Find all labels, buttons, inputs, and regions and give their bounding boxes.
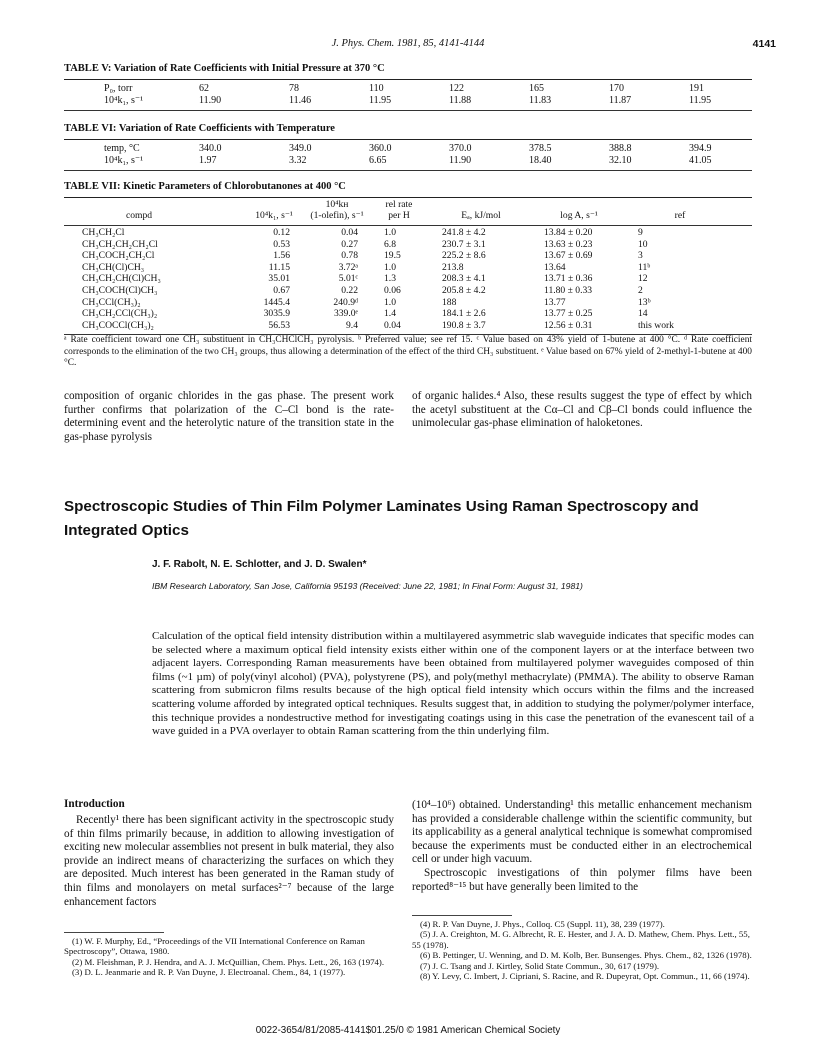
col-header-loga: log A, s⁻¹: [560, 210, 598, 221]
cell-kh: 0.27: [341, 238, 358, 250]
intro-paragraph: Spectroscopic investigations of thin polymer films have been reported⁸⁻¹⁵ but have generally been limited to the: [412, 866, 752, 893]
cell-kh: 339.0ᵉ: [333, 308, 358, 320]
reference-item: (4) R. P. Van Duyne, J. Phys., Colloq. C5 (Suppl. 11), 38, 239 (1977).: [420, 919, 665, 929]
cell-ref: 12: [638, 273, 648, 285]
article-abstract: Calculation of the optical field intensity distribution within a multilayered asymmetric slab waveguide indicates that specific modes can be selected where a maximum optical field intensity exists either within one of the component layers or at the interface between two adjacent layers. Corresponding Raman measurements have been obtained from multilayered polymer waveguides composed of thin films (~1 µm) of poly(vinyl alcohol) (PVA), polystyrene (PS), and poly(methyl methacrylate) (PMMA). The ability to observe Raman scattering from submicron films results because of the high optical field intensity which occurs within the films and the increased scattering volume afforded by integrated optical techniques. Results suggest that, in addition to studying the polymer/polymer interface, this technique provides a nondestructive method for investigating coatings using in this case the penetration of the evanescent tail of a wave guided in a PVA overlayer to obtain Raman scattering from the thin underlying film.: [152, 630, 754, 738]
table-cell: 360.0: [369, 143, 392, 154]
cell-ea: 190.8 ± 3.7: [442, 319, 486, 331]
table-row: [64, 273, 752, 285]
cell-compd: CH₃CH₂Cl: [82, 227, 125, 238]
cell-ref: this work: [638, 319, 674, 331]
table-row: [64, 155, 752, 167]
cell-compd: CH₃CCl(CH₃)₂: [82, 296, 141, 308]
intro-paragraph: (10⁴–10⁶) obtained. Understanding¹ this metallic enhancement mechanism has provided a considerable challenge within the scientific community, but its applicability as a general analytical technique is somewhat compromised because the experiments must be conducted either in an electrochemical cell or under high vacuum.: [412, 799, 752, 866]
cell-loga: 13.84 ± 0.20: [544, 227, 593, 238]
table6-caption: TABLE VI: Variation of Rate Coefficients with Temperature: [64, 123, 335, 134]
prev-article-paragraph: of organic halides.⁴ Also, these results suggest the type of effect by which the acetyl substituent at the Cα–Cl and Cβ–Cl bonds could influence the unimolecular gas-phase elimination of haloketones.: [412, 390, 752, 430]
cell-rel: 0.06: [384, 284, 401, 296]
cell-ref: 3: [638, 250, 643, 262]
table-cell: 370.0: [449, 143, 472, 154]
cell-loga: 13.77: [544, 296, 566, 308]
table-cell: 3.32: [289, 155, 307, 166]
table-cell: 62: [199, 83, 209, 94]
table-cell: 1.97: [199, 155, 217, 166]
cell-loga: 13.71 ± 0.36: [544, 273, 593, 285]
article-authors: J. F. Rabolt, N. E. Schlotter, and J. D. Swalen*: [152, 559, 367, 570]
col-header-k1: 10⁴k₁, s⁻¹: [255, 210, 293, 221]
cell-rel: 1.4: [384, 308, 396, 320]
col-header-kh-top: 10⁴kʜ: [325, 199, 349, 210]
article-affiliation: IBM Research Laboratory, San Jose, California 95193 (Received: June 22, 1981; In Final Form: August 31, 1981): [152, 581, 583, 591]
cell-compd: CH₃COCH(Cl)CH₃: [82, 284, 158, 296]
cell-rel: 1.0: [384, 296, 396, 308]
intro-left-column: [64, 814, 394, 909]
cell-ref: 13ᵇ: [638, 296, 651, 308]
references-separator: [64, 932, 164, 933]
table-row: [64, 227, 752, 239]
cell-ea: 208.3 ± 4.1: [442, 273, 486, 285]
table7-header-rule: [64, 225, 752, 226]
cell-k1: 0.12: [273, 227, 290, 238]
cell-k1: 0.53: [273, 238, 290, 250]
cell-rel: 1.0: [384, 227, 396, 238]
table-cell: 191: [689, 83, 704, 94]
cell-ea: 241.8 ± 4.2: [442, 227, 486, 238]
table-cell: 340.0: [199, 143, 222, 154]
table-cell: 110: [369, 83, 384, 94]
cell-rel: 1.3: [384, 273, 396, 285]
cell-loga: 13.63 ± 0.23: [544, 238, 593, 250]
page-number: 4141: [752, 38, 776, 50]
cell-compd: CH₃CH(Cl)CH₃: [82, 261, 145, 273]
table7-footnotes: ᵃ Rate coefficient toward one CH₃ substituent in CH₃CHClCH₃ pyrolysis. ᵇ Preferred value; see ref 15. ᶜ Value based on 43% yield of 1-butene at 400 °C. ᵈ Rate coefficient corresponds to the elimination of the two CH₃ groups, thus allowing a determination of the effect of the third CH₃ substituent. ᵉ Value based on 67% yield of 2-methyl-1-butene at 400 °C.: [64, 335, 752, 368]
cell-k1: 3035.9: [263, 308, 290, 320]
cell-kh: 240.9ᵈ: [333, 296, 358, 308]
cell-compd: CH₃CH₂CCl(CH₃)₂: [82, 308, 158, 320]
cell-loga: 13.77 ± 0.25: [544, 308, 593, 320]
cell-kh: 0.78: [341, 250, 358, 262]
table-cell: 11.90: [449, 155, 472, 166]
table-cell: 122: [449, 83, 464, 94]
table7-top-rule: [64, 197, 752, 198]
cell-kh: 0.04: [341, 227, 358, 238]
cell-ea: 184.1 ± 2.6: [442, 308, 486, 320]
col-header-rel-bottom: per H: [388, 210, 410, 221]
intro-paragraph: Recently¹ there has been significant activity in the spectroscopic study of thin films primarily because, in addition to allowing investigation of exciting new molecular assemblies not present in bulk material, they also provide an indirect means of characterizing the surfaces on which they are deposited. Much interest has been generated in the Raman study of thin films and monolayers on metal surfaces²⁻⁷ because of the large enhancement factors: [64, 814, 394, 908]
row-label: temp, °C: [104, 143, 140, 154]
references-right: [412, 919, 752, 981]
table-cell: 388.8: [609, 143, 632, 154]
cell-k1: 1445.4: [263, 296, 290, 308]
reference-item: (3) D. L. Jeanmarie and R. P. Van Duyne, J. Electroanal. Chem., 84, 1 (1977).: [72, 967, 346, 978]
col-header-rel-top: rel rate: [385, 199, 413, 210]
table-cell: 78: [289, 83, 299, 94]
col-header-ref: ref: [674, 210, 686, 221]
row-label: 10⁴k₁, s⁻¹: [104, 155, 144, 166]
table-cell: 11.87: [609, 95, 632, 106]
table-cell: 11.95: [689, 95, 712, 106]
reference-item: (2) M. Fleishman, P. J. Hendra, and A. J. McQuillian, Chem. Phys. Lett., 26, 163 (1974).: [72, 956, 385, 967]
cell-compd: CH₃COCH₂CH₂Cl: [82, 250, 155, 262]
table-row: [64, 250, 752, 262]
cell-ref: 9: [638, 227, 643, 238]
reference-item: (8) Y. Levy, C. Imbert, J. Cipriani, S. Racine, and R. Dupeyrat, Opt. Commun., 11, 66 (1974).: [420, 971, 750, 982]
cell-rel: 6.8: [384, 238, 396, 250]
cell-rel: 1.0: [384, 261, 396, 273]
article-title: Spectroscopic Studies of Thin Film Polymer Laminates Using Raman Spectroscopy and Integrated Optics: [64, 498, 699, 539]
table-cell: 11.46: [289, 95, 312, 106]
cell-ea: 205.8 ± 4.2: [442, 284, 486, 296]
table-cell: 11.83: [529, 95, 552, 106]
cell-ref: 2: [638, 284, 643, 296]
cell-k1: 0.67: [273, 284, 290, 296]
table-row: [64, 297, 752, 309]
cell-ea: 188: [442, 296, 457, 308]
table-cell: 18.40: [529, 155, 552, 166]
cell-k1: 35.01: [268, 273, 290, 285]
table-row: [64, 285, 752, 297]
cell-k1: 11.15: [268, 261, 290, 273]
reference-item: (7) J. C. Tsang and J. Kirtley, Solid State Commun., 30, 617 (1979).: [420, 960, 660, 971]
table-row: [64, 95, 752, 107]
reference-item: (6) B. Pettinger, U. Wenning, and D. M. Kolb, Ber. Bunsenges. Phys. Chem., 82, 1326 (1978).: [420, 950, 752, 961]
table-cell: 11.88: [449, 95, 472, 106]
cell-loga: 12.56 ± 0.31: [544, 319, 593, 331]
table-cell: 11.90: [199, 95, 222, 106]
cell-loga: 11.80 ± 0.33: [544, 284, 593, 296]
table5-caption: TABLE V: Variation of Rate Coefficients with Initial Pressure at 370 °C: [64, 63, 385, 74]
table-cell: 32.10: [609, 155, 632, 166]
table-cell: 11.95: [369, 95, 392, 106]
prev-article-left-column: [64, 390, 394, 444]
col-header-ea: Eₐ, kJ/mol: [461, 210, 501, 221]
table-row: [64, 239, 752, 251]
table7-body: [64, 227, 752, 331]
cell-kh: 5.01ᶜ: [338, 273, 358, 285]
row-label: P₀, torr: [104, 83, 133, 94]
table-row: [64, 308, 752, 320]
cell-ref: 14: [638, 308, 648, 320]
table-row: [64, 262, 752, 274]
prev-article-paragraph: composition of organic chlorides in the gas phase. The present work further confirms that polarization of the C–Cl bond is the rate-determining event and the heterolytic nature of the transition state in the gas-phase pyrolysis: [64, 390, 394, 443]
cell-compd: CH₃CH₂CH₂CH₂Cl: [82, 238, 158, 250]
cell-kh: 9.4: [346, 319, 358, 331]
page-footer: 0022-3654/81/2085-4141$01.25/0 © 1981 American Chemical Society: [255, 1025, 561, 1036]
cell-loga: 13.67 ± 0.69: [544, 250, 593, 262]
references-left: [64, 936, 394, 978]
table5-bottom-rule: [64, 110, 752, 111]
cell-ea: 213.8: [442, 261, 464, 273]
table6-top-rule: [64, 139, 752, 140]
section-heading-introduction: Introduction: [64, 798, 125, 810]
table5-top-rule: [64, 79, 752, 80]
cell-kh: 3.72ᵃ: [338, 261, 358, 273]
table7-caption: TABLE VII: Kinetic Parameters of Chlorobutanones at 400 °C: [64, 181, 346, 192]
table-cell: 349.0: [289, 143, 312, 154]
cell-kh: 0.22: [341, 284, 358, 296]
cell-rel: 19.5: [384, 250, 401, 262]
table-cell: 378.5: [529, 143, 552, 154]
cell-rel: 0.04: [384, 319, 401, 331]
intro-right-column: [412, 799, 752, 894]
running-header: J. Phys. Chem. 1981, 85, 4141-4144: [331, 38, 485, 49]
table7-header: [64, 199, 752, 223]
cell-compd: CH₃CH₂CH(Cl)CH₃: [82, 273, 161, 285]
table-cell: 41.05: [689, 155, 712, 166]
col-header-compd: compd: [125, 210, 153, 221]
prev-article-right-column: [412, 390, 752, 431]
table-cell: 6.65: [369, 155, 387, 166]
cell-k1: 1.56: [273, 250, 290, 262]
cell-ea: 230.7 ± 3.1: [442, 238, 486, 250]
cell-compd: CH₃COCCl(CH₃)₂: [82, 319, 154, 331]
references-separator: [412, 915, 512, 916]
table-cell: 394.9: [689, 143, 712, 154]
cell-ref: 10: [638, 238, 648, 250]
table-row: [64, 143, 752, 155]
table-row: [64, 320, 752, 332]
reference-item: (5) J. A. Creighton, M. G. Albrecht, R. E. Hester, and J. A. D. Mathew, Chem. Phys. Lett., 55, 55 (1978).: [412, 929, 750, 950]
cell-k1: 56.53: [268, 319, 290, 331]
col-header-kh-bottom: (1-olefin), s⁻¹: [310, 210, 364, 221]
cell-ea: 225.2 ± 8.6: [442, 250, 486, 262]
table-cell: 170: [609, 83, 624, 94]
table-row: [64, 83, 752, 95]
row-label: 10⁴k₁, s⁻¹: [104, 95, 144, 106]
cell-ref: 11ᵇ: [638, 261, 651, 273]
table-cell: 165: [529, 83, 544, 94]
reference-item: (1) W. F. Murphy, Ed., “Proceedings of the VII International Conference on Raman Spectroscopy”, Ottawa, 1980.: [64, 936, 365, 957]
cell-loga: 13.64: [544, 261, 566, 273]
table6-bottom-rule: [64, 170, 752, 171]
